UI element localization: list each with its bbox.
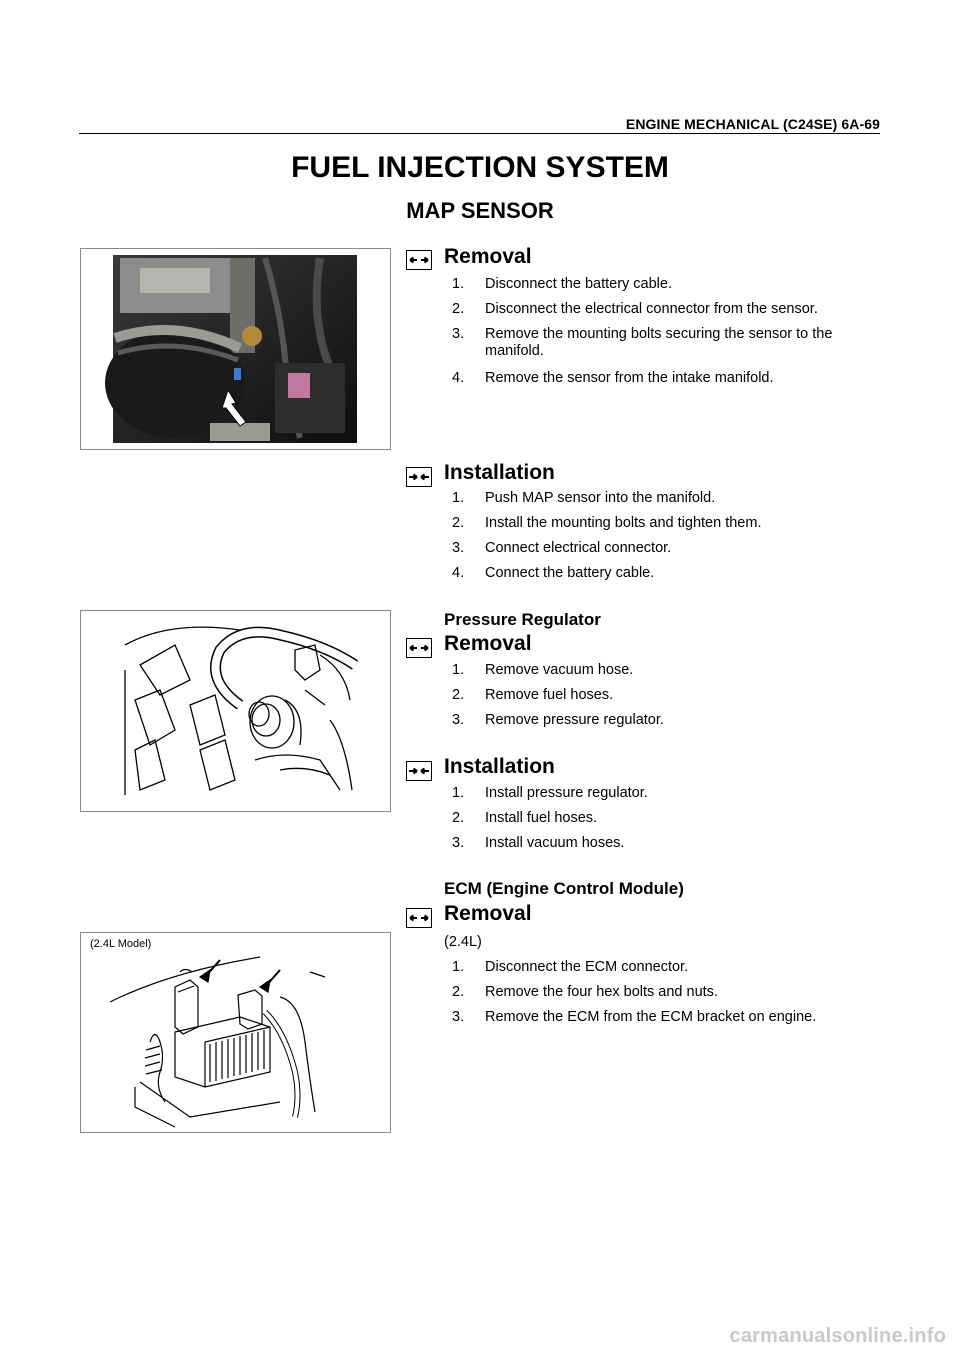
arrows-inward-icon (406, 467, 432, 487)
map-sensor-photo-frame (80, 248, 391, 450)
list-item: 1. Remove vacuum hose. (452, 662, 634, 678)
pressure-regulator-figure-frame (80, 610, 391, 812)
map-installation-heading: Installation (444, 461, 555, 484)
list-item: 2. Install the mounting bolts and tighten them. (452, 515, 762, 531)
list-item: 2. Remove fuel hoses. (452, 687, 614, 703)
list-item: 2. Disconnect the electrical connector from the sensor. (452, 301, 818, 317)
header-rule (79, 133, 880, 134)
section-title: MAP SENSOR (406, 198, 554, 223)
pressure-regulator-heading: Pressure Regulator (444, 610, 601, 629)
map-removal-heading: Removal (444, 245, 532, 268)
list-item: 1. Install pressure regulator. (452, 785, 648, 801)
watermark-text: carmanualsonline.info (729, 1325, 946, 1347)
list-item: 3. Remove the ECM from the ECM bracket on engine. (452, 1009, 817, 1025)
page-header: ENGINE MECHANICAL (C24SE) 6A-69 (625, 116, 880, 132)
list-item: 1. Disconnect the battery cable. (452, 276, 672, 292)
arrows-inward-icon (406, 761, 432, 781)
map-sensor-photo (80, 248, 391, 450)
ecm-model-note: (2.4L) (444, 934, 482, 950)
list-item: 2. Install fuel hoses. (452, 810, 598, 826)
arrows-outward-icon (406, 250, 432, 270)
list-item: 1. Disconnect the ECM connector. (452, 959, 689, 975)
pr-removal-heading: Removal (444, 632, 532, 655)
pr-installation-heading: Installation (444, 755, 555, 778)
list-item: 3. Remove pressure regulator. (452, 712, 664, 728)
list-item: 1. Push MAP sensor into the manifold. (452, 490, 716, 506)
ecm-drawing (80, 932, 391, 1133)
list-item: 4. Connect the battery cable. (452, 565, 655, 581)
arrows-outward-icon (406, 638, 432, 658)
ecm-removal-heading: Removal (444, 902, 532, 925)
pressure-regulator-drawing (80, 610, 391, 812)
list-item: 3. Remove the mounting bolts securing the sensor to the manifold. (452, 326, 833, 359)
list-item: 3. Install vacuum hoses. (452, 835, 625, 851)
list-item: 2. Remove the four hex bolts and nuts. (452, 984, 718, 1000)
list-item: 4. Remove the sensor from the intake manifold. (452, 370, 774, 386)
list-item: 3. Connect electrical connector. (452, 540, 672, 556)
ecm-figure-frame (80, 932, 391, 1133)
arrows-outward-icon (406, 908, 432, 928)
ecm-figure-caption: (2.4L Model) (90, 938, 152, 950)
page-title: FUEL INJECTION SYSTEM (291, 151, 669, 184)
ecm-heading: ECM (Engine Control Module) (444, 879, 684, 898)
